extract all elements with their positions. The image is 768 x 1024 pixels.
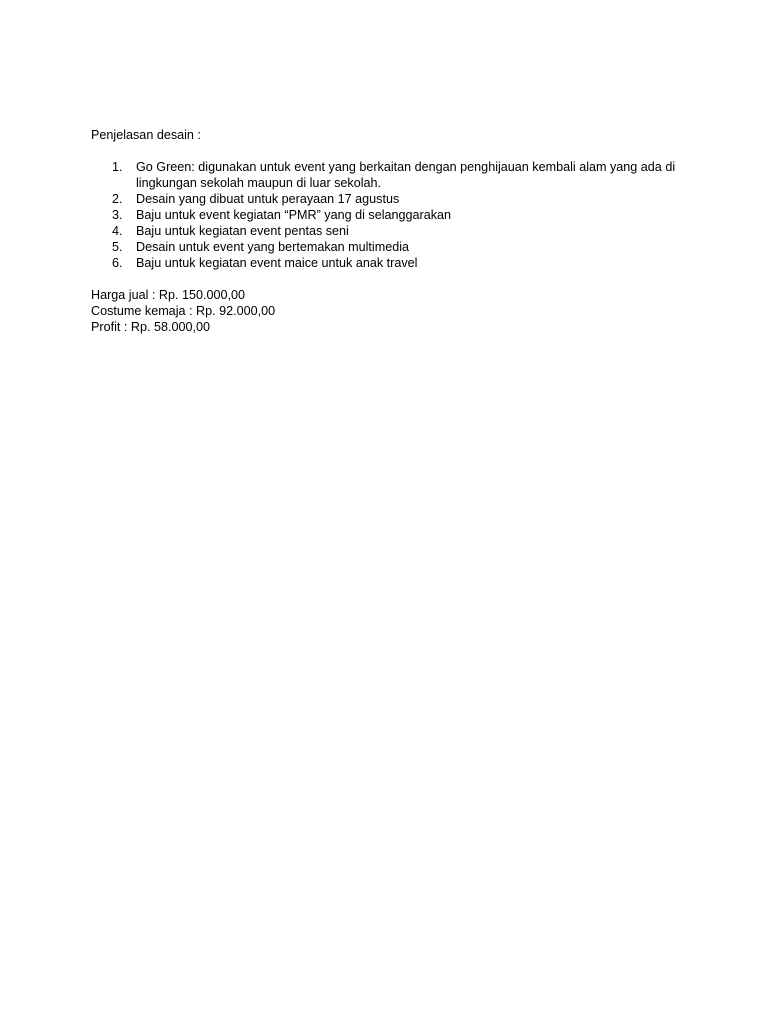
list-item [91,239,691,255]
list-item [91,223,691,239]
list-item [91,159,691,191]
price-summary [91,287,691,335]
list-item-text: Desain yang dibuat untuk perayaan 17 agustus [136,192,400,206]
document-heading: Penjelasan desain : [91,128,201,142]
list-item-text: Baju untuk kegiatan event pentas seni [136,224,349,238]
list-item [91,207,691,223]
list-item-number: 3. [112,208,123,222]
list-item-text: Go Green: digunakan untuk event yang berkaitan dengan penghijauan kembali alam yang ada di lingkungan sekolah maupun di luar sekolah. [136,160,676,190]
selling-price: Harga jual : Rp. 150.000,00 [91,288,246,302]
list-item [91,255,691,271]
design-list [91,159,691,271]
list-item-number: 6. [112,256,123,270]
list-item-text: Baju untuk event kegiatan “PMR” yang di selanggarakan [136,208,452,222]
list-item-number: 4. [112,224,123,238]
list-item-text: Baju untuk kegiatan event maice untuk anak travel [136,256,418,270]
profit: Profit : Rp. 58.000,00 [91,320,211,334]
list-item-number: 1. [112,160,123,174]
list-item-number: 2. [112,192,123,206]
list-item-number: 5. [112,240,123,254]
list-item-text: Desain untuk event yang bertemakan multimedia [136,240,410,254]
document-body [91,127,691,335]
costume-cost: Costume kemaja : Rp. 92.000,00 [91,304,276,318]
list-item [91,191,691,207]
